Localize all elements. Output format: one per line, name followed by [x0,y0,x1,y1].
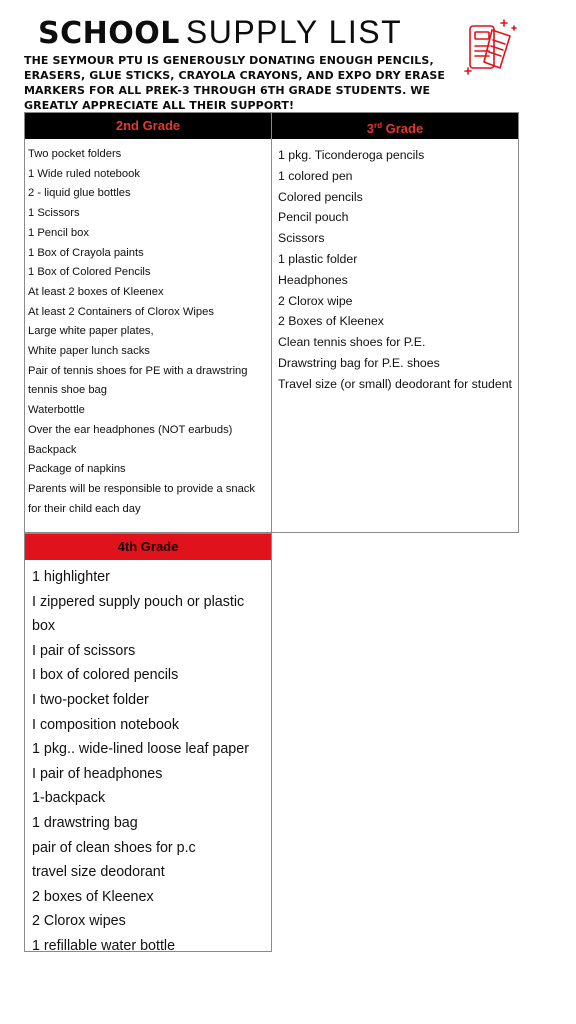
list-item: White paper lunch sacks [28,345,150,358]
list-item: At least 2 Containers of Clorox Wipes [28,305,214,318]
list-item: 1 plastic folder [278,251,358,266]
list-item: pair of clean shoes for p.c [32,839,196,856]
grade2-list [25,139,271,519]
list-item: 1 highlighter [32,569,110,585]
list-item: Clean tennis shoes for P.E. [278,335,426,350]
title-light-words: SUPPLY LIST [185,14,403,50]
list-item: 1 Box of Crayola paints [28,246,144,259]
list-item: Pencil pouch [278,210,349,225]
grade3-heading-suffix: rd [374,121,383,130]
list-item: Backpack [28,443,77,456]
list-item: I zippered supply pouch or plastic box [32,593,245,635]
grade4-heading: 4th Grade [25,534,271,560]
list-item: I pair of headphones [32,765,163,782]
list-item: I composition notebook [32,716,180,733]
list-item: Travel size (or small) deodorant for student [278,376,512,391]
list-item: Over the ear headphones (NOT earbuds) [28,423,233,436]
list-item: Large white paper plates, [28,325,154,338]
list-item: 2 Clorox wipes [32,913,126,930]
list-item: 1 Scissors [28,207,80,220]
grade3-column [271,112,519,533]
list-item: Two pocket folders [28,148,122,160]
list-item: I box of colored pencils [32,667,179,684]
list-item: I pair of scissors [32,642,136,659]
list-item: Drawstring bag for P.E. shoes [278,355,440,370]
list-item: travel size deodorant [32,864,165,881]
list-item: 1 refillable water bottle [32,937,176,954]
list-item: 1-backpack [32,790,106,807]
list-item: Headphones [278,272,348,287]
list-item: 2 Clorox wipe [278,293,353,308]
list-item: At least 2 boxes of Kleenex [28,285,164,298]
list-item: 1 drawstring bag [32,814,138,831]
list-item: 2 Boxes of Kleenex [278,314,384,329]
list-item: Package of napkins [28,463,126,476]
grade4-column [24,533,272,952]
grade2-column [24,112,272,533]
grade4-list [25,560,271,959]
list-item: 1 Wide ruled notebook [28,167,140,180]
list-item: I two-pocket folder [32,691,149,708]
list-item: Pair of tennis shoes for PE with a drawstring tennis shoe bag [28,364,248,397]
intro-text: THE SEYMOUR PTU IS GENEROUSLY DONATING ENOUGH PENCILS, ERASERS, GLUE STICKS, CRAYOLA CRAYONS, AND EXPO DRY ERASE MARKERS FOR ALL PREK-3 THROUGH 6TH GRADE STUDENTS. WE GREATLY APPRECIATE ALL THEIR SUPPORT! [24,54,445,112]
list-item: 2 - liquid glue bottles [28,187,131,200]
list-item: 1 colored pen [278,168,353,183]
title-bold-word: SCHOOL [38,16,180,51]
grade2-heading: 2nd Grade [25,113,271,139]
list-item: Parents will be responsible to provide a snack for their child each day [28,482,255,515]
list-item: 1 Pencil box [28,226,89,239]
grade3-list [272,139,518,395]
list-item: 1 pkg. Ticonderoga pencils [278,148,425,162]
list-item: Scissors [278,231,325,246]
grade3-heading [272,113,518,139]
list-item: Colored pencils [278,189,363,204]
list-item: 1 Box of Colored Pencils [28,266,151,279]
grade3-heading-number: 3 [366,121,375,136]
list-item: 1 pkg.. wide-lined loose leaf paper [32,741,249,758]
list-item: 2 boxes of Kleenex [32,888,154,905]
page-title [38,16,402,49]
grade3-heading-word: Grade [382,121,424,136]
list-item: Waterbottle [28,404,85,417]
